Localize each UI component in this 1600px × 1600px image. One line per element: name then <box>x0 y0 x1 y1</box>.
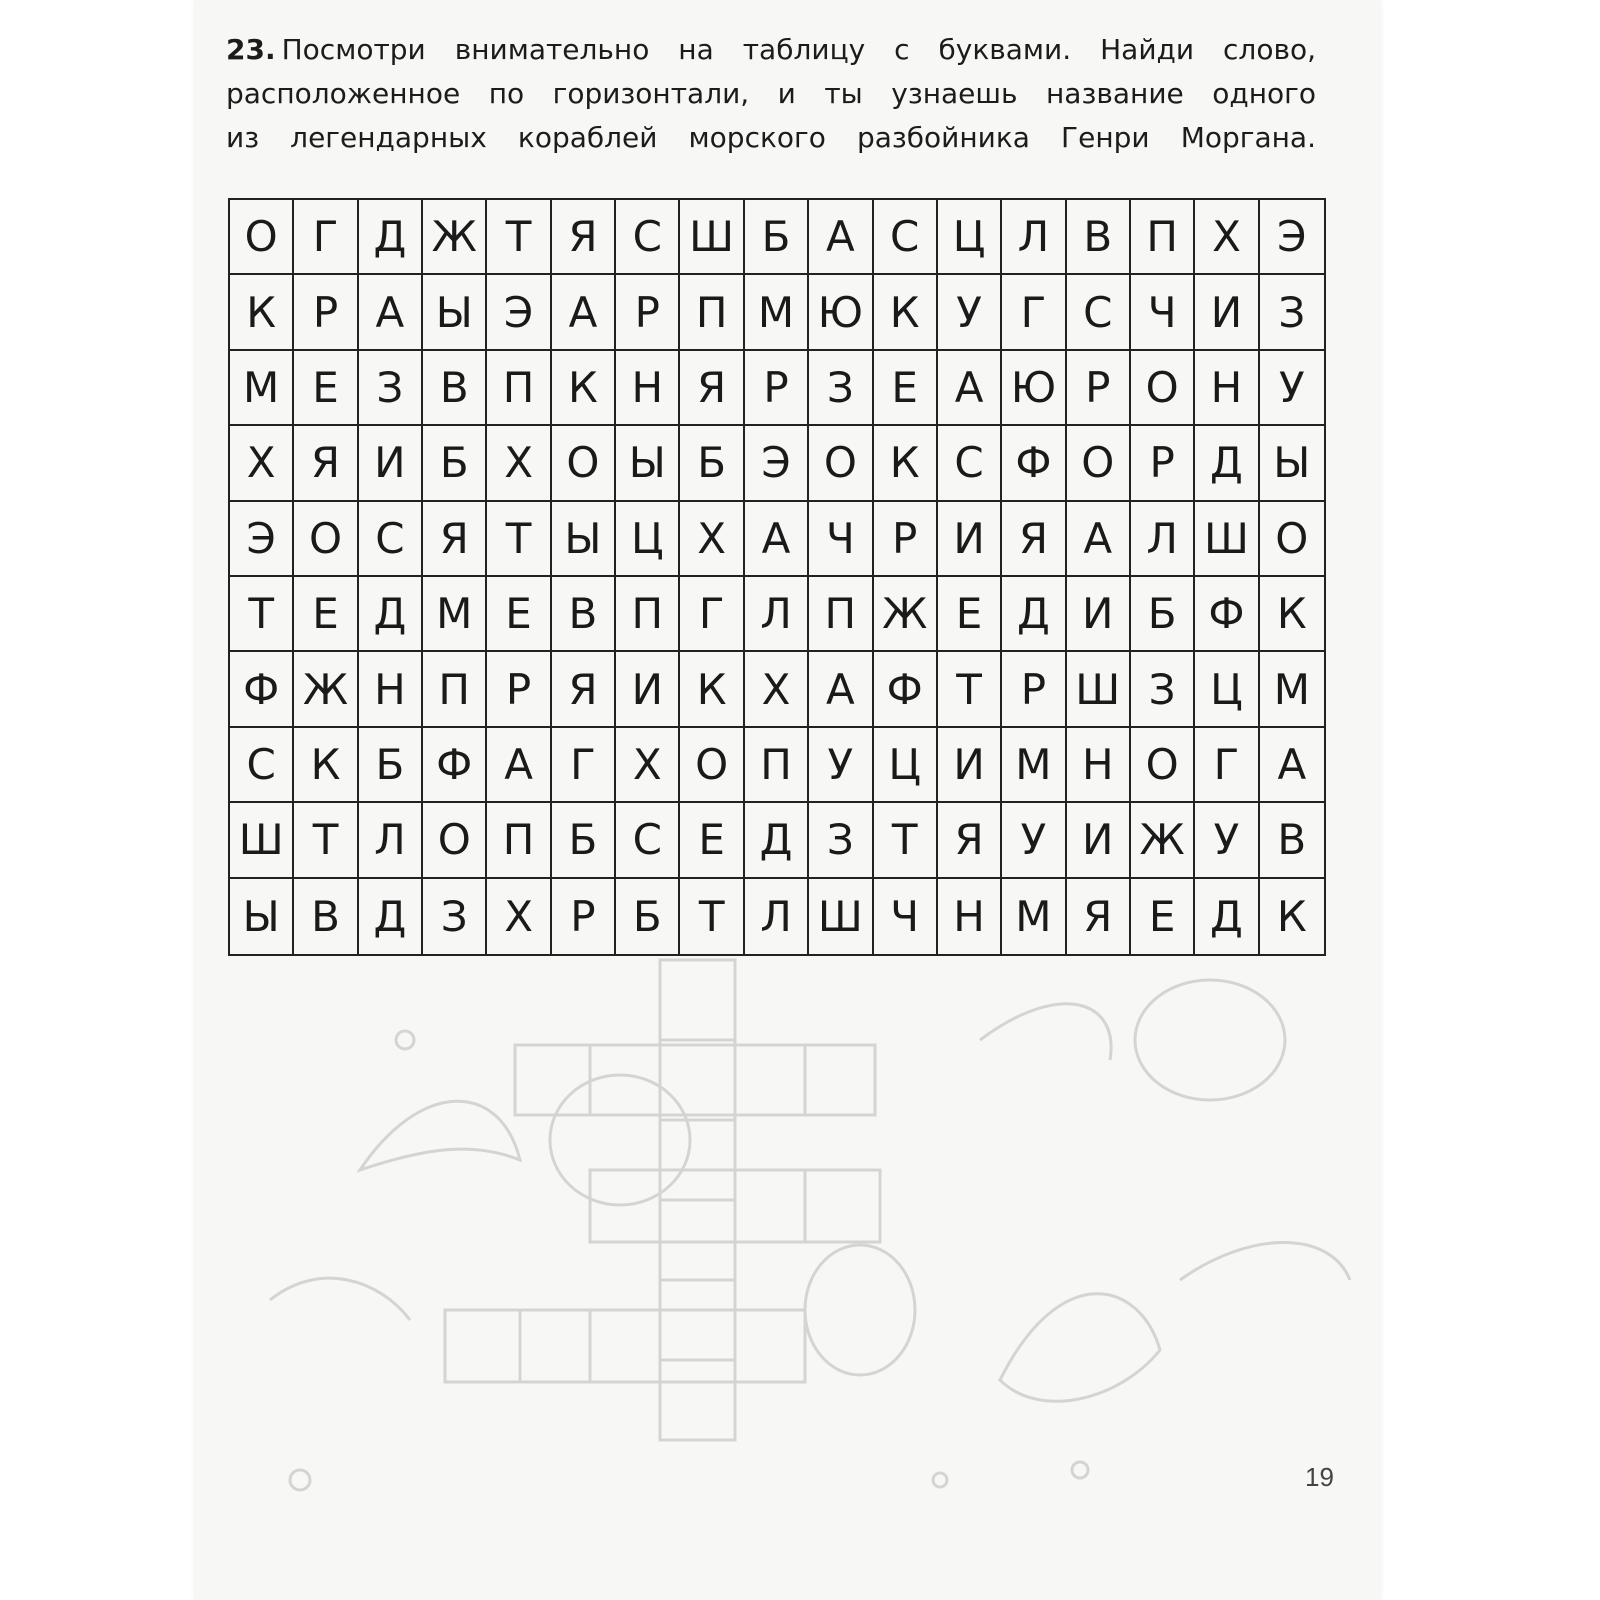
grid-cell: Г <box>552 728 616 803</box>
grid-cell: У <box>1195 803 1259 878</box>
grid-cell: О <box>294 502 358 577</box>
grid-cell: Х <box>1195 200 1259 275</box>
task-line-1 <box>226 28 1316 72</box>
grid-cell: Ц <box>938 200 1002 275</box>
grid-cell: К <box>874 426 938 501</box>
grid-cell: Р <box>294 275 358 350</box>
grid-cell: Ю <box>1002 351 1066 426</box>
grid-cell: Ф <box>230 652 294 727</box>
grid-cell: А <box>359 275 423 350</box>
grid-cell: Н <box>938 879 1002 954</box>
grid-cell: Т <box>487 502 551 577</box>
grid-cell: В <box>552 577 616 652</box>
grid-cell: Ф <box>874 652 938 727</box>
grid-cell: А <box>487 728 551 803</box>
grid-cell: Л <box>745 577 809 652</box>
grid-cell: Ч <box>809 502 873 577</box>
grid-cell: П <box>745 728 809 803</box>
grid-cell: Ж <box>1131 803 1195 878</box>
grid-cell: Г <box>680 577 744 652</box>
grid-cell: М <box>1002 879 1066 954</box>
grid-cell: З <box>359 351 423 426</box>
grid-cell: Ж <box>423 200 487 275</box>
grid-cell: Р <box>552 879 616 954</box>
grid-cell: Е <box>938 577 1002 652</box>
grid-cell: У <box>1002 803 1066 878</box>
grid-cell: М <box>745 275 809 350</box>
grid-cell: Ш <box>809 879 873 954</box>
grid-cell: Г <box>294 200 358 275</box>
grid-cell: Ч <box>874 879 938 954</box>
grid-cell: Ш <box>1195 502 1259 577</box>
page-number: 19 <box>1305 1462 1334 1492</box>
grid-cell: Э <box>1260 200 1324 275</box>
grid-cell: Я <box>1067 879 1131 954</box>
grid-cell: Г <box>1002 275 1066 350</box>
grid-cell: У <box>809 728 873 803</box>
grid-cell: Е <box>874 351 938 426</box>
grid-cell: И <box>1067 803 1131 878</box>
grid-cell: И <box>1067 577 1131 652</box>
grid-cell: Ш <box>680 200 744 275</box>
grid-cell: З <box>423 879 487 954</box>
grid-cell: Б <box>359 728 423 803</box>
grid-cell: К <box>294 728 358 803</box>
grid-cell: И <box>359 426 423 501</box>
grid-cell: О <box>230 200 294 275</box>
grid-cell: Т <box>487 200 551 275</box>
grid-cell: Э <box>745 426 809 501</box>
grid-cell: К <box>680 652 744 727</box>
grid-cell: З <box>1260 275 1324 350</box>
grid-cell: Б <box>1131 577 1195 652</box>
grid-cell: Л <box>359 803 423 878</box>
grid-cell: О <box>1131 728 1195 803</box>
grid-cell: К <box>230 275 294 350</box>
grid-cell: В <box>1260 803 1324 878</box>
grid-cell: Р <box>487 652 551 727</box>
grid-cell: Т <box>294 803 358 878</box>
grid-cell: Я <box>552 200 616 275</box>
grid-cell: Т <box>680 879 744 954</box>
grid-cell: Н <box>1195 351 1259 426</box>
grid-cell: Б <box>616 879 680 954</box>
grid-cell: Я <box>294 426 358 501</box>
grid-cell: Х <box>487 426 551 501</box>
grid-cell: А <box>552 275 616 350</box>
grid-cell: Д <box>745 803 809 878</box>
grid-cell: Ц <box>874 728 938 803</box>
grid-cell: О <box>423 803 487 878</box>
grid-cell: Р <box>1131 426 1195 501</box>
grid-cell: М <box>423 577 487 652</box>
grid-cell: Д <box>359 879 423 954</box>
grid-cell: Е <box>294 577 358 652</box>
grid-cell: Б <box>552 803 616 878</box>
grid-cell: Е <box>294 351 358 426</box>
grid-cell: М <box>230 351 294 426</box>
grid-cell: Д <box>359 577 423 652</box>
grid-cell: С <box>616 803 680 878</box>
grid-cell: Б <box>423 426 487 501</box>
grid-cell: Э <box>230 502 294 577</box>
grid-cell: А <box>745 502 809 577</box>
grid-cell: О <box>1131 351 1195 426</box>
grid-cell: П <box>680 275 744 350</box>
grid-cell: В <box>423 351 487 426</box>
grid-cell: М <box>1002 728 1066 803</box>
task-line-2: расположенное по горизонтали, и ты узнаешь название одного <box>226 77 1316 110</box>
grid-cell: Ш <box>1067 652 1131 727</box>
grid-cell: Р <box>616 275 680 350</box>
grid-cell: И <box>938 502 1002 577</box>
grid-cell: Т <box>938 652 1002 727</box>
grid-cell: Ж <box>294 652 358 727</box>
grid-cell: С <box>616 200 680 275</box>
grid-cell: О <box>680 728 744 803</box>
grid-cell: О <box>552 426 616 501</box>
grid-cell: Ю <box>809 275 873 350</box>
grid-cell: Р <box>874 502 938 577</box>
grid-cell: А <box>1260 728 1324 803</box>
grid-cell: Г <box>1195 728 1259 803</box>
grid-cell: К <box>552 351 616 426</box>
grid-cell: Ы <box>423 275 487 350</box>
grid-cell: И <box>616 652 680 727</box>
grid-cell: Х <box>230 426 294 501</box>
grid-cell: Х <box>745 652 809 727</box>
grid-cell: В <box>294 879 358 954</box>
grid-cell: Д <box>1195 879 1259 954</box>
grid-cell: Д <box>1195 426 1259 501</box>
grid-cell: У <box>938 275 1002 350</box>
task-line-1-text: Посмотри внимательно на таблицу с буквами. Найди слово, <box>281 33 1316 66</box>
grid-cell: А <box>1067 502 1131 577</box>
grid-cell: Н <box>359 652 423 727</box>
task-text <box>226 28 1316 160</box>
grid-cell: И <box>938 728 1002 803</box>
grid-cell: С <box>1067 275 1131 350</box>
grid-cell: Ы <box>230 879 294 954</box>
grid-cell: Я <box>938 803 1002 878</box>
grid-cell: У <box>1260 351 1324 426</box>
grid-cell: П <box>423 652 487 727</box>
grid-cell: Ч <box>1131 275 1195 350</box>
grid-cell: М <box>1260 652 1324 727</box>
grid-cell: О <box>1067 426 1131 501</box>
grid-cell: З <box>809 351 873 426</box>
grid-cell: Т <box>230 577 294 652</box>
grid-cell: О <box>1260 502 1324 577</box>
grid-cell: А <box>809 652 873 727</box>
grid-cell: П <box>809 577 873 652</box>
grid-cell: Д <box>1002 577 1066 652</box>
grid-cell: Я <box>680 351 744 426</box>
grid-cell: Я <box>423 502 487 577</box>
grid-cell: П <box>487 803 551 878</box>
task-line-3: из легендарных кораблей морского разбойника Генри Моргана. <box>226 121 1316 154</box>
grid-cell: З <box>1131 652 1195 727</box>
grid-cell: С <box>359 502 423 577</box>
grid-cell: Д <box>359 200 423 275</box>
grid-cell: Е <box>680 803 744 878</box>
grid-cell: Ж <box>874 577 938 652</box>
grid-cell: О <box>809 426 873 501</box>
grid-cell: Х <box>616 728 680 803</box>
grid-cell: Е <box>487 577 551 652</box>
grid-cell: Р <box>1067 351 1131 426</box>
grid-cell: Ы <box>616 426 680 501</box>
grid-cell: Ы <box>1260 426 1324 501</box>
grid-cell: Ы <box>552 502 616 577</box>
grid-cell: Е <box>1131 879 1195 954</box>
grid-cell: Р <box>745 351 809 426</box>
grid-cell: Б <box>680 426 744 501</box>
grid-cell: Ц <box>1195 652 1259 727</box>
grid-cell: К <box>874 275 938 350</box>
grid-cell: П <box>616 577 680 652</box>
task-number: 23. <box>226 33 276 66</box>
grid-cell: К <box>1276 891 1307 941</box>
grid-cell: П <box>1131 200 1195 275</box>
grid-cell: Л <box>1002 200 1066 275</box>
grid-cell: К <box>1260 577 1324 652</box>
letter-grid <box>228 198 1326 956</box>
grid-cell: Э <box>487 275 551 350</box>
grid-cell: Р <box>1002 652 1066 727</box>
grid-cell: Ф <box>1002 426 1066 501</box>
grid-cell: Ш <box>230 803 294 878</box>
grid-cell: Ц <box>616 502 680 577</box>
grid-cell: Н <box>616 351 680 426</box>
grid-cell: Т <box>874 803 938 878</box>
grid-cell: Б <box>745 200 809 275</box>
grid-cell: Н <box>1067 728 1131 803</box>
grid-cell: Л <box>745 879 809 954</box>
grid-cell: Х <box>680 502 744 577</box>
grid-cell: А <box>938 351 1002 426</box>
grid-cell: И <box>1195 275 1259 350</box>
grid-cell: Я <box>552 652 616 727</box>
grid-cell: В <box>1067 200 1131 275</box>
grid-cell: Л <box>1131 502 1195 577</box>
grid-cell: С <box>938 426 1002 501</box>
grid-cell: З <box>809 803 873 878</box>
grid-cell: С <box>230 728 294 803</box>
grid-cell: Ф <box>1195 577 1259 652</box>
grid-cell: С <box>874 200 938 275</box>
grid-cell: А <box>809 200 873 275</box>
grid-cell: Х <box>487 879 551 954</box>
grid-cell: П <box>487 351 551 426</box>
grid-cell: Я <box>1002 502 1066 577</box>
grid-cell: Ф <box>423 728 487 803</box>
